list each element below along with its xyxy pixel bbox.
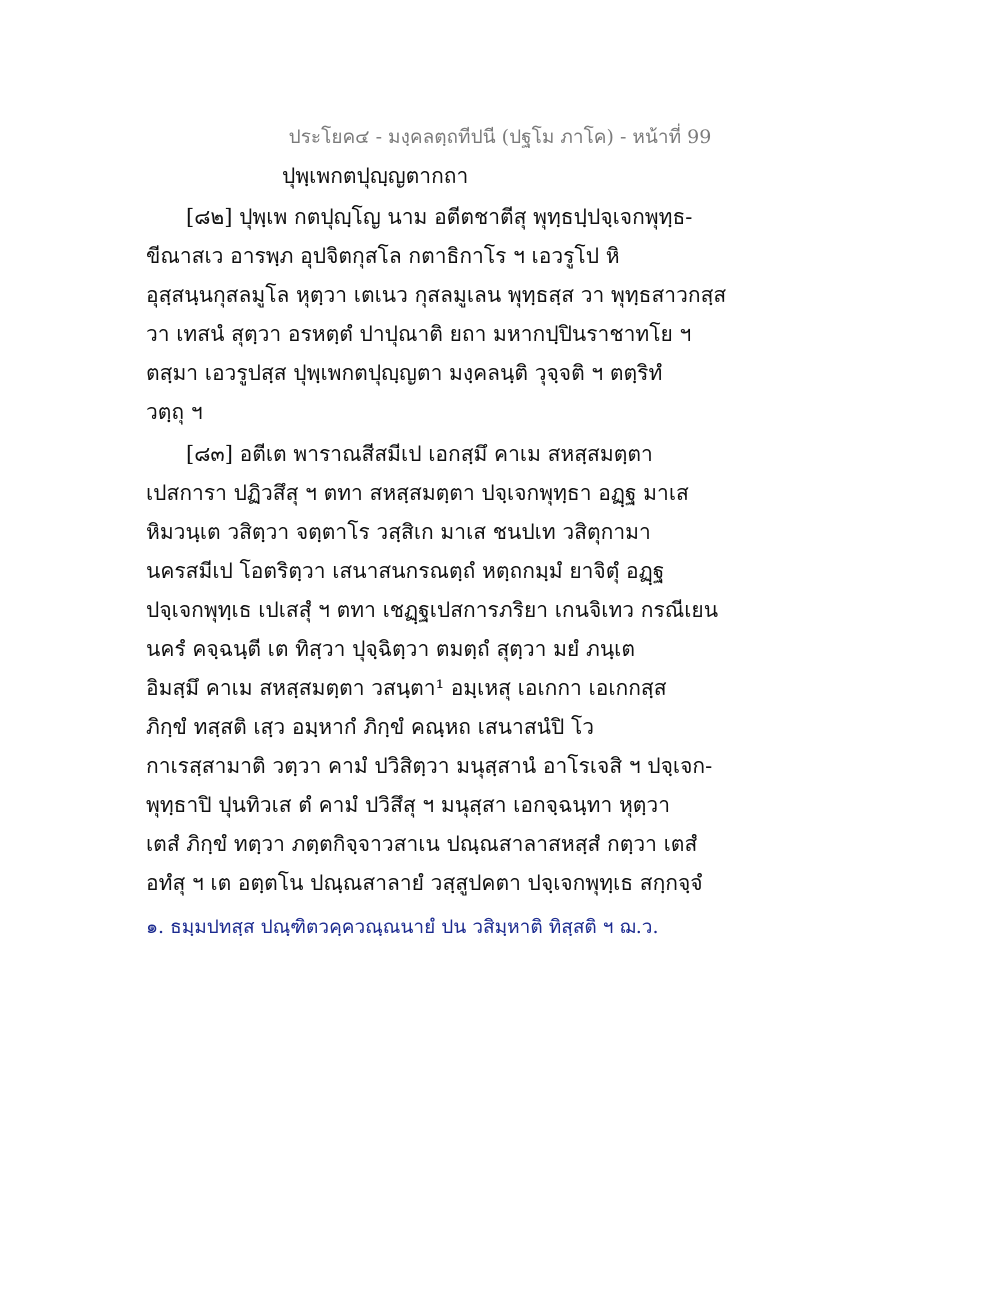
text-line: นครํ คจฺฉนฺตี เต ทิสฺวา ปุจฺฉิตฺวา ตมตฺถํ สุตฺวา มยํ ภนฺเต — [146, 637, 635, 661]
text-line: ขีณาสเว อารพฺภ อุปจิตกุสโล กตาธิกาโร ฯ เอวรูโป หิ — [146, 244, 620, 268]
text-line: วา เทสนํ สุตฺวา อรหตฺตํ ปาปุณาติ ยถา มหากปฺปินราชาทโย ฯ — [146, 322, 692, 346]
running-head-text: ประโยค๔ - มงฺคลตฺถทีปนี (ปฐโม ภาโค) - หน้าที่ 99 — [288, 126, 712, 148]
section-title: ปุพฺเพกตปุญฺญตากถา — [282, 164, 469, 188]
text-line: อทํสุ ฯ เต อตฺตโน ปณฺณสาลายํ วสฺสูปคตา ปจฺเจกพุทฺเธ สกฺกจฺจํ — [146, 871, 703, 895]
text-line: [๘๓] อตีเต พาราณสีสมีเป เอกสฺมึ คาเม สหสฺสมตฺตา — [186, 442, 653, 466]
text-line: นครสมีเป โอตริตฺวา เสนาสนกรณตฺถํ หตฺถกมฺมํ ยาจิตุํ อฏฺฐ — [146, 559, 665, 583]
text-line: [๘๒] ปุพฺเพ กตปุญฺโญ นาม อตีตชาตีสุ พุทฺธปฺปจฺเจกพุทฺธ- — [186, 205, 693, 229]
text-line: ปจฺเจกพุทฺเธ เปเสสุํ ฯ ตทา เชฏฺฐเปสการภริยา เกนจิเทว กรณีเยน — [146, 598, 719, 622]
text-line: กาเรสฺสามาติ วตฺวา คามํ ปวิสิตฺวา มนุสฺสานํ อาโรเจสิ ฯ ปจฺเจก- — [146, 754, 713, 778]
paragraph-83 — [146, 435, 719, 903]
text-line: อิมสฺมึ คาเม สหสฺสมตฺตา วสนฺตา¹ อมฺเหสุ เอเกกา เอเกกสฺส — [146, 676, 667, 700]
text-line: เตสํ ภิกฺขํ ทตฺวา ภตฺตกิจฺจาวสาเน ปณฺณสาลาสหสฺสํ กตฺวา เตสํ — [146, 832, 698, 856]
paragraph-82 — [146, 198, 727, 432]
text-line: พุทฺธาปิ ปุนทิวเส ตํ คามํ ปวิสึสุ ฯ มนุสฺสา เอกจฺฉนฺทา หุตฺวา — [146, 793, 671, 817]
text-line: ภิกฺขํ ทสฺสติ เสฺว อมฺหากํ ภิกฺขํ คณฺหถ เสนาสนํปิ โว — [146, 715, 595, 739]
running-head — [0, 122, 1000, 152]
text-line: เปสการา ปฏิวสึสุ ฯ ตทา สหสฺสมตฺตา ปจฺเจกพุทฺธา อฏฺฐ มาเส — [146, 481, 689, 505]
text-line: หิมวนฺเต วสิตฺวา จตฺตาโร วสฺสิเก มาเส ชนปเท วสิตุกามา — [146, 520, 651, 544]
text-line: อุสฺสนฺนกุสลมูโล หุตฺวา เตเนว กุสลมูเลน พุทฺธสฺส วา พุทฺธสาวกสฺส — [146, 283, 727, 307]
footnote: ๑. ธมฺมปทสฺส ปณฺฑิตวคฺควณฺณนายํ ปน วสิมฺหาติ ทิสฺสติ ฯ ฌ.ว. — [146, 916, 659, 938]
text-line: ตสฺมา เอวรูปสฺส ปุพฺเพกตปุญฺญตา มงฺคลนฺติ วุจฺจติ ฯ ตตฺริทํ — [146, 361, 663, 385]
text-line: วตฺถุ ฯ — [146, 400, 203, 424]
